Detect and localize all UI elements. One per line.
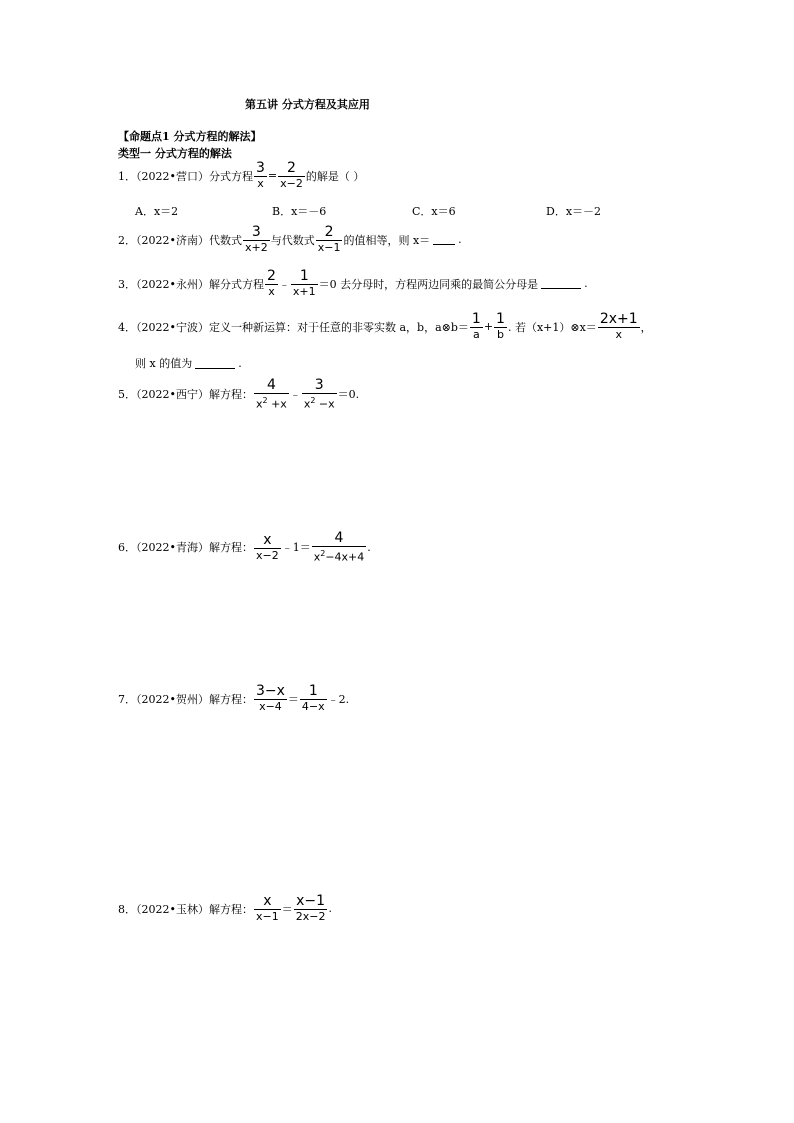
fraction: $\frac{2x+1}{x}$ <box>599 311 638 341</box>
question-1-prefix: 1．（2022•营口）分式方程 <box>118 169 253 183</box>
fraction: $\frac{1}{b}$ <box>496 311 505 341</box>
fraction: $\frac{1}{x+1}$ <box>292 268 316 298</box>
question-2: 2．（2022•济南）代数式 $\frac{3}{x+2}$ 与代数式 $\frac{2}{x-1}$ 的值相等，则 x＝ . <box>118 224 462 254</box>
fraction: $\frac{x}{x-1}$ <box>255 893 279 923</box>
fraction: $\frac{1}{a}$ <box>471 311 481 341</box>
question-4-line2: 则 x 的值为 . <box>135 356 242 370</box>
fraction: $\frac{2}{x-2}$ <box>280 160 303 190</box>
answer-blank[interactable] <box>541 278 581 289</box>
option-a: A．x＝2 <box>135 205 179 218</box>
option-c: C．x＝6 <box>412 205 456 218</box>
question-7: 7．（2022•贺州）解方程： $\frac{3-x}{x-4}$ ＝ $\frac{1}{4-x}$ ﹣2. <box>118 683 350 713</box>
fraction: $\frac{3-x}{x-4}$ <box>255 683 285 713</box>
fraction: $\frac{x}{x-2}$ <box>255 531 279 562</box>
page-title: 第五讲 分式方程及其应用 <box>245 98 370 111</box>
answer-blank[interactable] <box>433 234 455 245</box>
fraction: $\frac{3}{x+2}$ <box>244 224 268 254</box>
fraction: $\frac{1}{4-x}$ <box>301 683 325 713</box>
question-1: 1．（2022•营口）分式方程 $\frac{3}{x}$ = $\frac{2}{x-2}$ 的解是（ ） <box>118 160 365 190</box>
option-b: B．x＝－6 <box>272 205 327 218</box>
question-3: 3．（2022•永州）解分式方程 $\frac{2}{x}$ ﹣ $\frac{1}{x+1}$ ＝0 去分母时，方程两边同乘的最简公分母是 . <box>118 268 588 298</box>
fraction: $\frac{4}{x^2-4x+4}$ <box>313 530 365 564</box>
fraction: $\frac{3}{x}$ <box>255 160 265 190</box>
type-heading: 类型一 分式方程的解法 <box>118 147 232 160</box>
question-6: 6．（2022•青海）解方程： $\frac{x}{x-2}$ ﹣1＝ $\frac{4}{x^2-4x+4}$ . <box>118 530 371 564</box>
question-5: 5．（2022•西宁）解方程： $\frac{4}{x^2 +x}$ ﹣ $\frac{3}{x^2 -x}$ ＝0. <box>118 377 360 411</box>
fraction: $\frac{2}{x-1}$ <box>317 224 341 254</box>
fraction: $\frac{4}{x^2 +x}$ <box>255 377 287 411</box>
fraction: $\frac{x-1}{2x-2}$ <box>295 893 326 923</box>
question-4: 4．（2022•宁波）定义一种新运算：对于任意的非零实数 a，b，a⊗b＝ $\frac{1}{a}$ + $\frac{1}{b}$ . 若（x+1）⊗x＝ $\frac{2x+1}{x}$ ， <box>118 311 652 341</box>
section-heading: 【命题点1 分式方程的解法】 <box>118 130 262 143</box>
fraction: $\frac{2}{x}$ <box>266 268 276 298</box>
question-8: 8．（2022•玉林）解方程： $\frac{x}{x-1}$ ＝ $\frac{x-1}{2x-2}$ . <box>118 893 332 923</box>
fraction: $\frac{3}{x^2 -x}$ <box>303 377 335 411</box>
answer-blank[interactable] <box>195 358 235 369</box>
option-d: D．x＝－2 <box>546 205 602 218</box>
